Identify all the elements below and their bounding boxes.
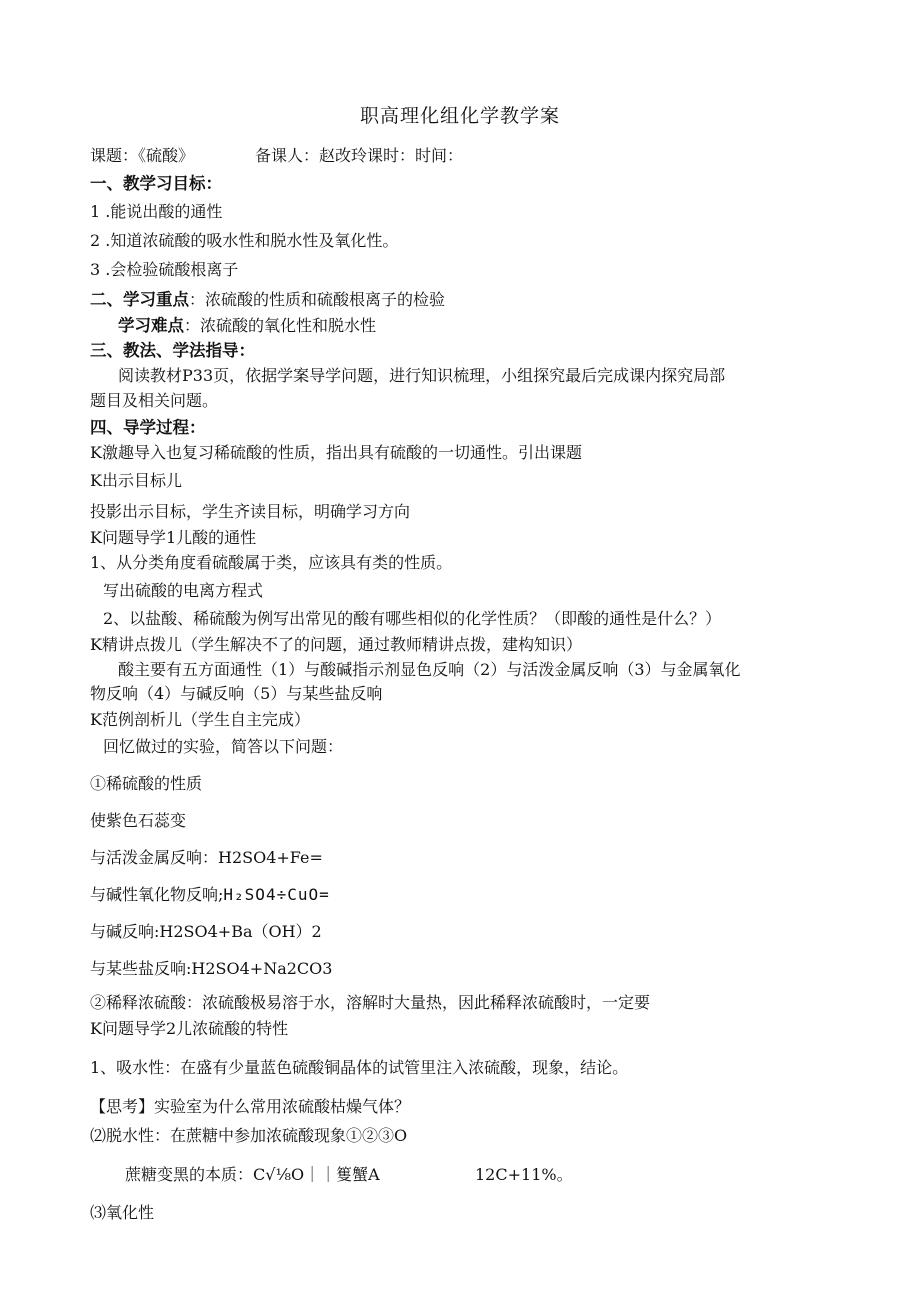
body-line: K范例剖析儿（学生自主完成） (90, 710, 310, 729)
section-2-line (90, 290, 445, 310)
objective-item: 2 .知道浓硫酸的吸水性和脱水性及氧化性。 (90, 231, 399, 250)
body-line: 【思考】实验室为什么常用浓硫酸枯燥气体？ (90, 1097, 411, 1116)
body-line: ①稀硫酸的性质 (90, 774, 203, 793)
body-line: 12C+11%。 (475, 1165, 573, 1184)
section-3-heading: 三、教法、学法指导： (90, 341, 255, 360)
header-topic: 课题：《硫酸》 (90, 146, 195, 165)
body-line: 与活泼金属反响：H2SO4+Fe= (90, 848, 323, 867)
section-3-paragraph: 题目及相关问题。 (90, 391, 219, 410)
body-line: 1、从分类角度看硫酸属于类，应该具有类的性质。 (90, 553, 453, 572)
body-line: K精讲点拨儿（学生解决不了的问题，通过教师精讲点拨，建构知识） (90, 635, 582, 654)
body-line: 与碱反响:H2SO4+Ba（OH）2 (90, 922, 322, 941)
page-title: 职高理化组化学教学案 (359, 105, 560, 127)
body-line: K问题导学1儿酸的通性 (90, 528, 257, 547)
body-line: 使紫色石蕊变 (90, 811, 187, 830)
body-line: 酸主要有五方面通性（1）与酸碱指示剂显色反响（2）与活泼金属反响（3）与金属氧化 (118, 660, 741, 679)
section-2-label: 二、学习重点 (90, 290, 189, 309)
body-line: ⑶氧化性 (90, 1203, 155, 1222)
body-line: K出示目标儿 (90, 471, 182, 490)
section-2b-text: ：浓硫酸的氧化性和脱水性 (184, 316, 377, 335)
body-line: 2、以盐酸、稀硫酸为例写出常见的酸有哪些相似的化学性质？（即酸的通性是什么？） (103, 609, 722, 628)
body-line: 与某些盐反响:H2SO4+Na2CO3 (90, 959, 333, 978)
body-line: ②稀释浓硫酸：浓硫酸极易溶于水，溶解时大量热，因此稀释浓硫酸时，一定要 (90, 993, 651, 1012)
body-line: ⑵脱水性：在蔗糖中参加浓硫酸现象①②③O (90, 1126, 408, 1145)
body-line: 物反响（4）与碱反响（5）与某些盐反响 (90, 684, 383, 703)
section-2b-label: 学习难点 (118, 316, 184, 335)
body-line-formula: H₂SO4÷CuO= (223, 885, 330, 904)
body-line: K问题导学2儿浓硫酸的特性 (90, 1019, 289, 1038)
objective-item: 3 .会检验硫酸根离子 (90, 260, 239, 279)
section-3-paragraph: 阅读教材P33页，依据学案导学问题，进行知识梳理，小组探究最后完成课内探究局部 (118, 366, 726, 385)
body-line: 回忆做过的实验，简答以下问题： (103, 737, 344, 756)
body-line: 蔗糖变黑的本质：C√⅛O｜｜篗蟹A (125, 1165, 380, 1184)
section-4-heading: 四、导学过程： (90, 418, 206, 437)
section-1-heading: 一、教学习目标： (90, 174, 222, 193)
section-2-text: ：浓硫酸的性质和硫酸根离子的检验 (189, 290, 446, 309)
body-line: K激趣导入也复习稀硫酸的性质，指出具有硫酸的一切通性。引出课题 (90, 443, 582, 462)
body-line: 写出硫酸的电离方程式 (103, 581, 264, 600)
objective-item: 1 .能说出酸的通性 (90, 202, 223, 221)
body-line: 投影出示目标，学生齐读目标，明确学习方向 (90, 502, 411, 521)
header-preparer: 备课人：赵改玲课时：时间： (255, 146, 464, 165)
body-line (90, 885, 330, 905)
section-2b-line (118, 316, 376, 336)
body-line: 1、吸水性：在盛有少量蓝色硫酸铜晶体的试管里注入浓硫酸，现象，结论。 (90, 1058, 629, 1077)
body-line-text: 与碱性氧化物反响; (90, 885, 224, 904)
